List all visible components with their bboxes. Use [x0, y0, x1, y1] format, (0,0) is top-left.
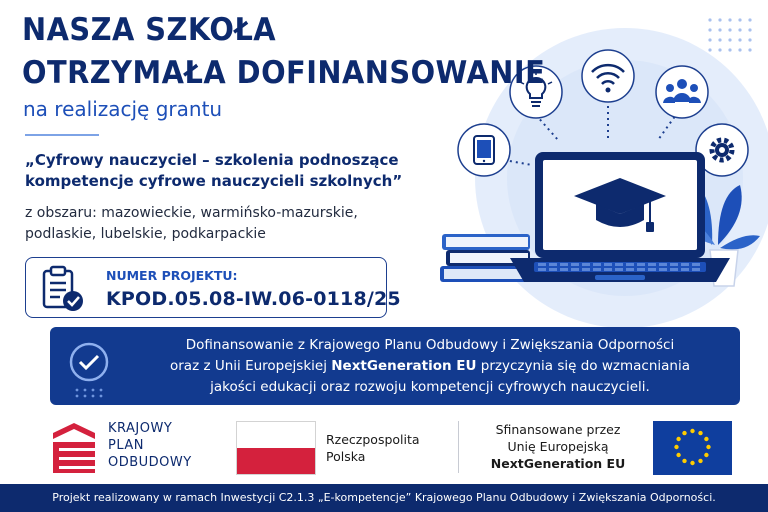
headline-line-1: NASZA SZKOŁA	[22, 12, 277, 48]
clipboard-check-icon	[38, 265, 86, 313]
tablet-icon	[458, 124, 510, 176]
eu-flag-icon	[653, 421, 732, 475]
footer-text: Projekt realizowany w ramach Inwestycji C2.1.3 „E-kompetencje” Krajowego Planu Odbudowy i Zwiększania Odporności.	[52, 491, 716, 504]
illustration-svg	[440, 0, 768, 330]
dot-row	[74, 387, 106, 399]
eu-line-3	[478, 455, 638, 472]
grant-title	[25, 150, 425, 192]
project-number-value: KPOD.05.08-IW.06-0118/25	[106, 288, 401, 310]
kpo-line-1: KRAJOWY	[108, 421, 173, 436]
grant-area-line-2: podlaskie, lubelskie, podkarpackie	[25, 226, 266, 242]
funding-line-1: Dofinansowanie z Krajowego Planu Odbudowy i Zwiększania Odporności	[185, 337, 675, 353]
kpo-line-2: PLAN	[108, 438, 144, 453]
dot-grid	[708, 18, 751, 51]
wifi-icon	[582, 50, 634, 102]
funding-line-2-post: przyczynia się do wzmacniania	[476, 358, 690, 374]
logo-separator	[458, 421, 459, 473]
funding-text	[130, 335, 730, 398]
eu-line-2: Unię Europejską	[507, 439, 609, 454]
rp-line-2: Polska	[326, 449, 366, 464]
eu-line-1: Sfinansowane przez	[495, 422, 621, 437]
grant-title-line-2: kompetencje cyfrowe nauczycieli szkolnych”	[25, 172, 403, 190]
rp-logo-text	[326, 431, 420, 465]
headline-line-2: OTRZYMAŁA DOFINANSOWANIE	[22, 55, 546, 91]
people-icon	[656, 66, 708, 118]
rp-line-1: Rzeczpospolita	[326, 432, 420, 447]
funding-line-2	[130, 356, 730, 377]
grant-title-line-1: „Cyfrowy nauczyciel – szkolenia podnoszące	[25, 151, 399, 169]
funding-band	[50, 327, 740, 405]
eu-logo-text	[478, 421, 638, 472]
funding-line-2-pre: oraz z Unii Europejskiej	[170, 358, 332, 374]
illustration	[440, 0, 768, 330]
funding-line-3: jakości edukacji oraz rozwoju kompetencji cyfrowych nauczycieli.	[210, 379, 650, 395]
footer-bar	[0, 484, 768, 512]
kpo-logo-text	[108, 420, 192, 471]
logo-strip	[0, 405, 768, 484]
grant-area	[25, 203, 435, 245]
checkmark-circle-icon	[68, 341, 110, 383]
eu-stars	[653, 421, 732, 475]
headline-subtitle: na realizację grantu	[23, 97, 223, 121]
polish-flag-icon	[236, 421, 316, 475]
kpo-line-3: ODBUDOWY	[108, 455, 192, 470]
kpo-logo-mark	[51, 421, 97, 473]
project-number-label: NUMER PROJEKTU:	[106, 268, 238, 283]
grant-area-line-1: z obszaru: mazowieckie, warmińsko-mazurskie,	[25, 205, 358, 221]
divider	[25, 134, 99, 136]
funding-line-2-bold: NextGeneration EU	[331, 358, 477, 374]
project-number-box	[25, 257, 401, 318]
eu-line-3-bold: NextGeneration EU	[490, 456, 626, 471]
